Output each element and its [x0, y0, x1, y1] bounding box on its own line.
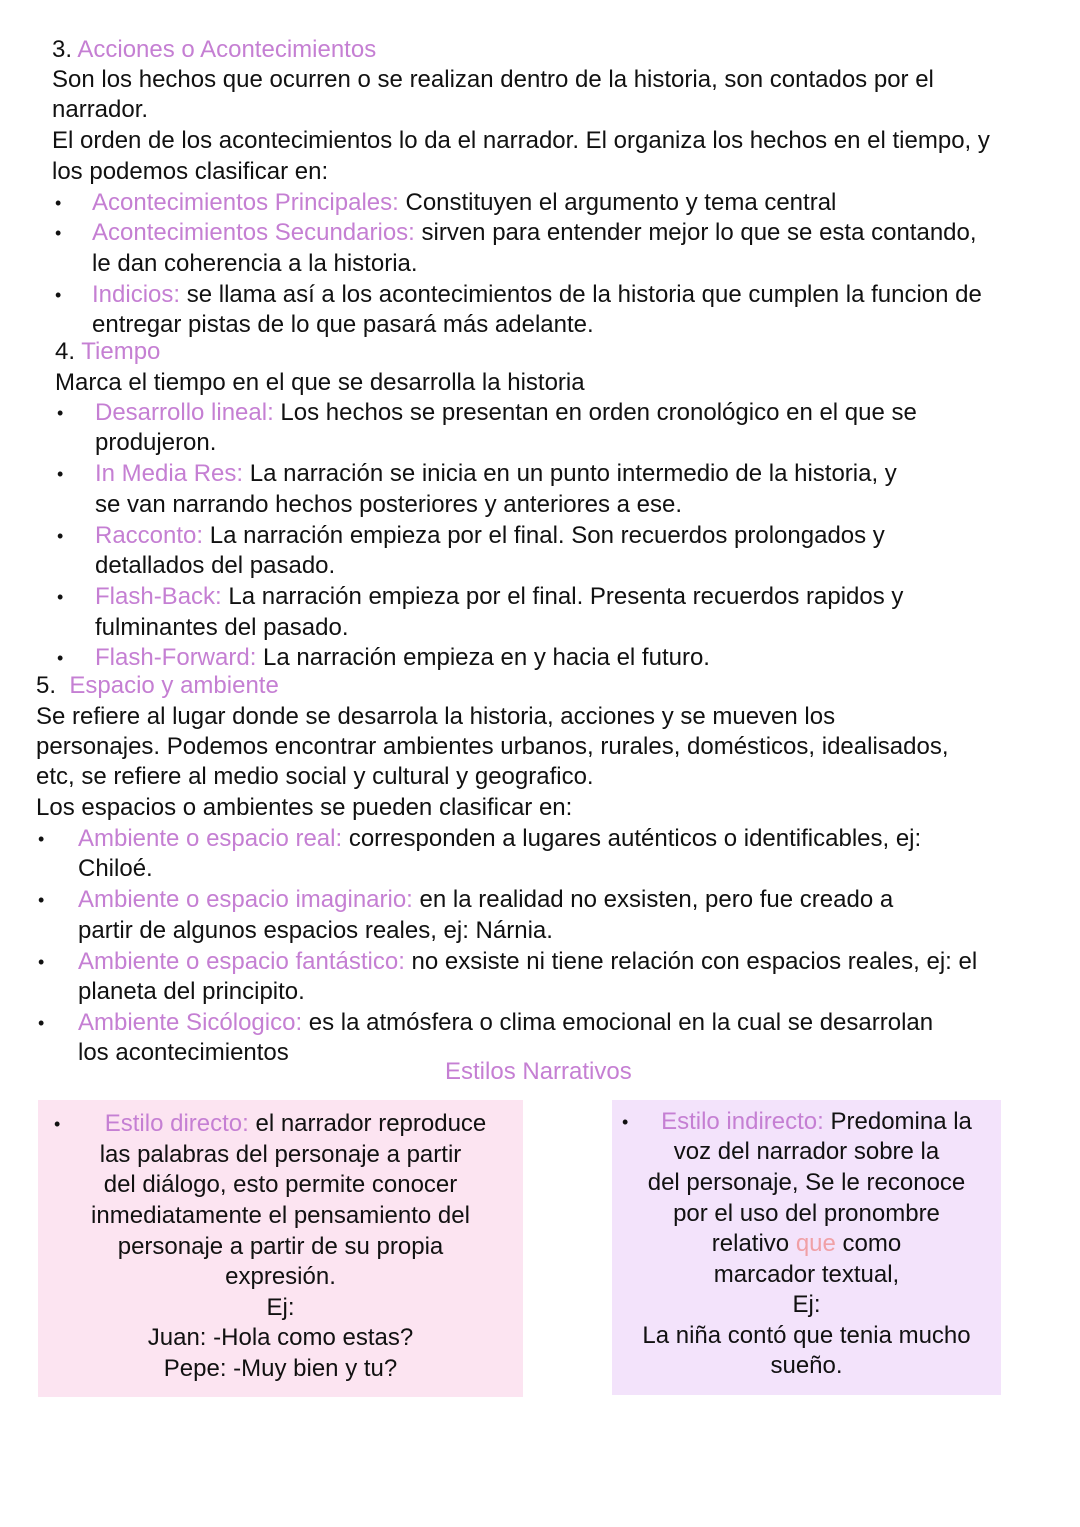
list-item — [95, 643, 710, 673]
term: Ambiente o espacio real: — [78, 825, 343, 852]
box-heading — [632, 1107, 1001, 1138]
list-item — [92, 218, 977, 248]
box-line: voz del narrador sobre la — [673, 1138, 940, 1165]
term: Desarrollo lineal: — [95, 399, 274, 426]
text: como — [835, 1230, 902, 1257]
term: Acontecimientos Principales: — [92, 189, 399, 216]
section-title: Espacio y ambiente — [69, 672, 279, 699]
list-item — [95, 459, 897, 489]
paragraph-line: narrador. — [52, 96, 149, 123]
section-number: 3. — [52, 36, 73, 63]
bullet-icon: • — [38, 1013, 45, 1033]
box-line: las palabras del personaje a partir — [99, 1141, 462, 1168]
box-line: expresión. — [225, 1263, 336, 1290]
definition: La narración empieza en y hacia el futuro. — [256, 644, 710, 671]
term: In Media Res: — [95, 460, 244, 487]
bullet-icon: • — [55, 285, 62, 305]
section-number: 5. — [36, 672, 57, 699]
definition: sirven para entender mejor lo que se esta contando, — [414, 219, 977, 246]
estilo-directo-box — [38, 1100, 523, 1397]
estilo-indirecto-box — [612, 1100, 1001, 1395]
definition-line: detallados del pasado. — [95, 552, 336, 579]
box-line: del diálogo, esto permite conocer — [103, 1171, 458, 1198]
term: Racconto: — [95, 522, 204, 549]
paragraph-line: Se refiere al lugar donde se desarrola la historia, acciones y se mueven los — [36, 703, 836, 730]
definition-line: entregar pistas de lo que pasará más adelante. — [92, 311, 594, 338]
list-item — [92, 188, 836, 218]
section-title: Acciones o Acontecimientos — [77, 36, 377, 63]
definition: es la atmósfera o clima emocional en la cual se desarrolan — [302, 1009, 934, 1036]
box-line: sueño. — [770, 1352, 843, 1379]
paragraph-line: Marca el tiempo en el que se desarrolla la historia — [55, 369, 585, 396]
section-5-heading — [36, 671, 279, 701]
bullet-icon: • — [38, 829, 45, 849]
bullet-icon: • — [38, 952, 45, 972]
text: relativo — [711, 1230, 796, 1257]
section-4-heading — [55, 337, 160, 367]
definition: el narrador reproduce — [248, 1110, 487, 1137]
list-item — [78, 885, 893, 915]
box-line: del personaje, Se le reconoce — [647, 1169, 966, 1196]
estilos-title: Estilos Narrativos — [445, 1058, 632, 1085]
term: Flash-Forward: — [95, 644, 257, 671]
definition-line: se van narrando hechos posteriores y anteriores a ese. — [95, 491, 683, 518]
definition-line: los acontecimientos — [78, 1039, 289, 1066]
bullet-icon: • — [57, 464, 64, 484]
term: Acontecimientos Secundarios: — [92, 219, 415, 246]
paragraph-line: personajes. Podemos encontrar ambientes urbanos, rurales, domésticos, idealisados, — [36, 733, 949, 760]
box-line: inmediatamente el pensamiento del — [91, 1202, 470, 1229]
box-line: La niña contó que tenia mucho — [642, 1322, 971, 1349]
paragraph-line: los podemos clasificar en: — [52, 158, 329, 185]
list-item — [78, 1008, 933, 1038]
list-item — [95, 582, 903, 612]
definition: corresponden a lugares auténticos o identificables, ej: — [342, 825, 922, 852]
definition-line: partir de algunos espacios reales, ej: Nárnia. — [78, 917, 553, 944]
definition: La narración se inicia en un punto intermedio de la historia, y — [243, 460, 897, 487]
definition: no exsiste ni tiene relación con espacios reales, ej: el — [404, 948, 978, 975]
definition: La narración empieza por el final. Son recuerdos prolongados y — [203, 522, 885, 549]
term: Ambiente Sicólogico: — [78, 1009, 303, 1036]
definition-line: planeta del principito. — [78, 978, 305, 1005]
bullet-icon: • — [57, 587, 64, 607]
bullet-icon: • — [55, 193, 62, 213]
bullet-icon: • — [622, 1112, 629, 1132]
definition: Los hechos se presentan en orden cronológico en el que se — [273, 399, 917, 426]
definition: La narración empieza por el final. Presenta recuerdos rapidos y — [221, 583, 904, 610]
box-line: Juan: -Hola como estas? — [147, 1324, 414, 1351]
term: Estilo directo: — [104, 1110, 249, 1137]
box-line: Ej: — [792, 1291, 821, 1318]
term: Flash-Back: — [95, 583, 222, 610]
highlight-que: que — [795, 1230, 836, 1257]
section-3-heading — [52, 35, 376, 65]
list-item — [78, 947, 977, 977]
definition-line: le dan coherencia a la historia. — [92, 250, 418, 277]
list-item — [78, 824, 921, 854]
bullet-icon: • — [57, 403, 64, 423]
section-number: 4. — [55, 338, 76, 365]
box-heading — [68, 1109, 523, 1140]
definition: Predomina la — [823, 1108, 972, 1135]
section-title: Tiempo — [81, 338, 161, 365]
list-item — [92, 280, 982, 310]
box-line: Ej: — [266, 1294, 295, 1321]
definition-line: produjeron. — [95, 429, 217, 456]
paragraph-line: Los espacios o ambientes se pueden clasificar en: — [36, 794, 573, 821]
bullet-icon: • — [57, 526, 64, 546]
list-item — [95, 521, 885, 551]
list-item — [95, 398, 917, 428]
bullet-icon: • — [54, 1114, 61, 1134]
box-line — [612, 1229, 1001, 1260]
box-line: personaje a partir de su propia — [117, 1233, 444, 1260]
bullet-icon: • — [55, 223, 62, 243]
box-line: marcador textual, — [713, 1261, 900, 1288]
paragraph-line: Son los hechos que ocurren o se realizan dentro de la historia, son contados por el — [52, 66, 934, 93]
paragraph-line: El orden de los acontecimientos lo da el narrador. El organiza los hechos en el tiempo, y — [52, 127, 990, 154]
definition-line: Chiloé. — [78, 855, 153, 882]
box-line: Pepe: -Muy bien y tu? — [163, 1355, 398, 1382]
term: Estilo indirecto: — [661, 1108, 824, 1135]
term: Ambiente o espacio fantástico: — [78, 948, 405, 975]
term: Indicios: — [92, 281, 181, 308]
definition: en la realidad no exsisten, pero fue creado a — [412, 886, 894, 913]
paragraph-line: etc, se refiere al medio social y cultural y geografico. — [36, 763, 594, 790]
bullet-icon: • — [57, 648, 64, 668]
bullet-icon: • — [38, 890, 45, 910]
definition: se llama así a los acontecimientos de la historia que cumplen la funcion de — [180, 281, 982, 308]
definition: Constituyen el argumento y tema central — [398, 189, 837, 216]
box-line: por el uso del pronombre — [673, 1200, 940, 1227]
term: Ambiente o espacio imaginario: — [78, 886, 413, 913]
definition-line: fulminantes del pasado. — [95, 614, 349, 641]
